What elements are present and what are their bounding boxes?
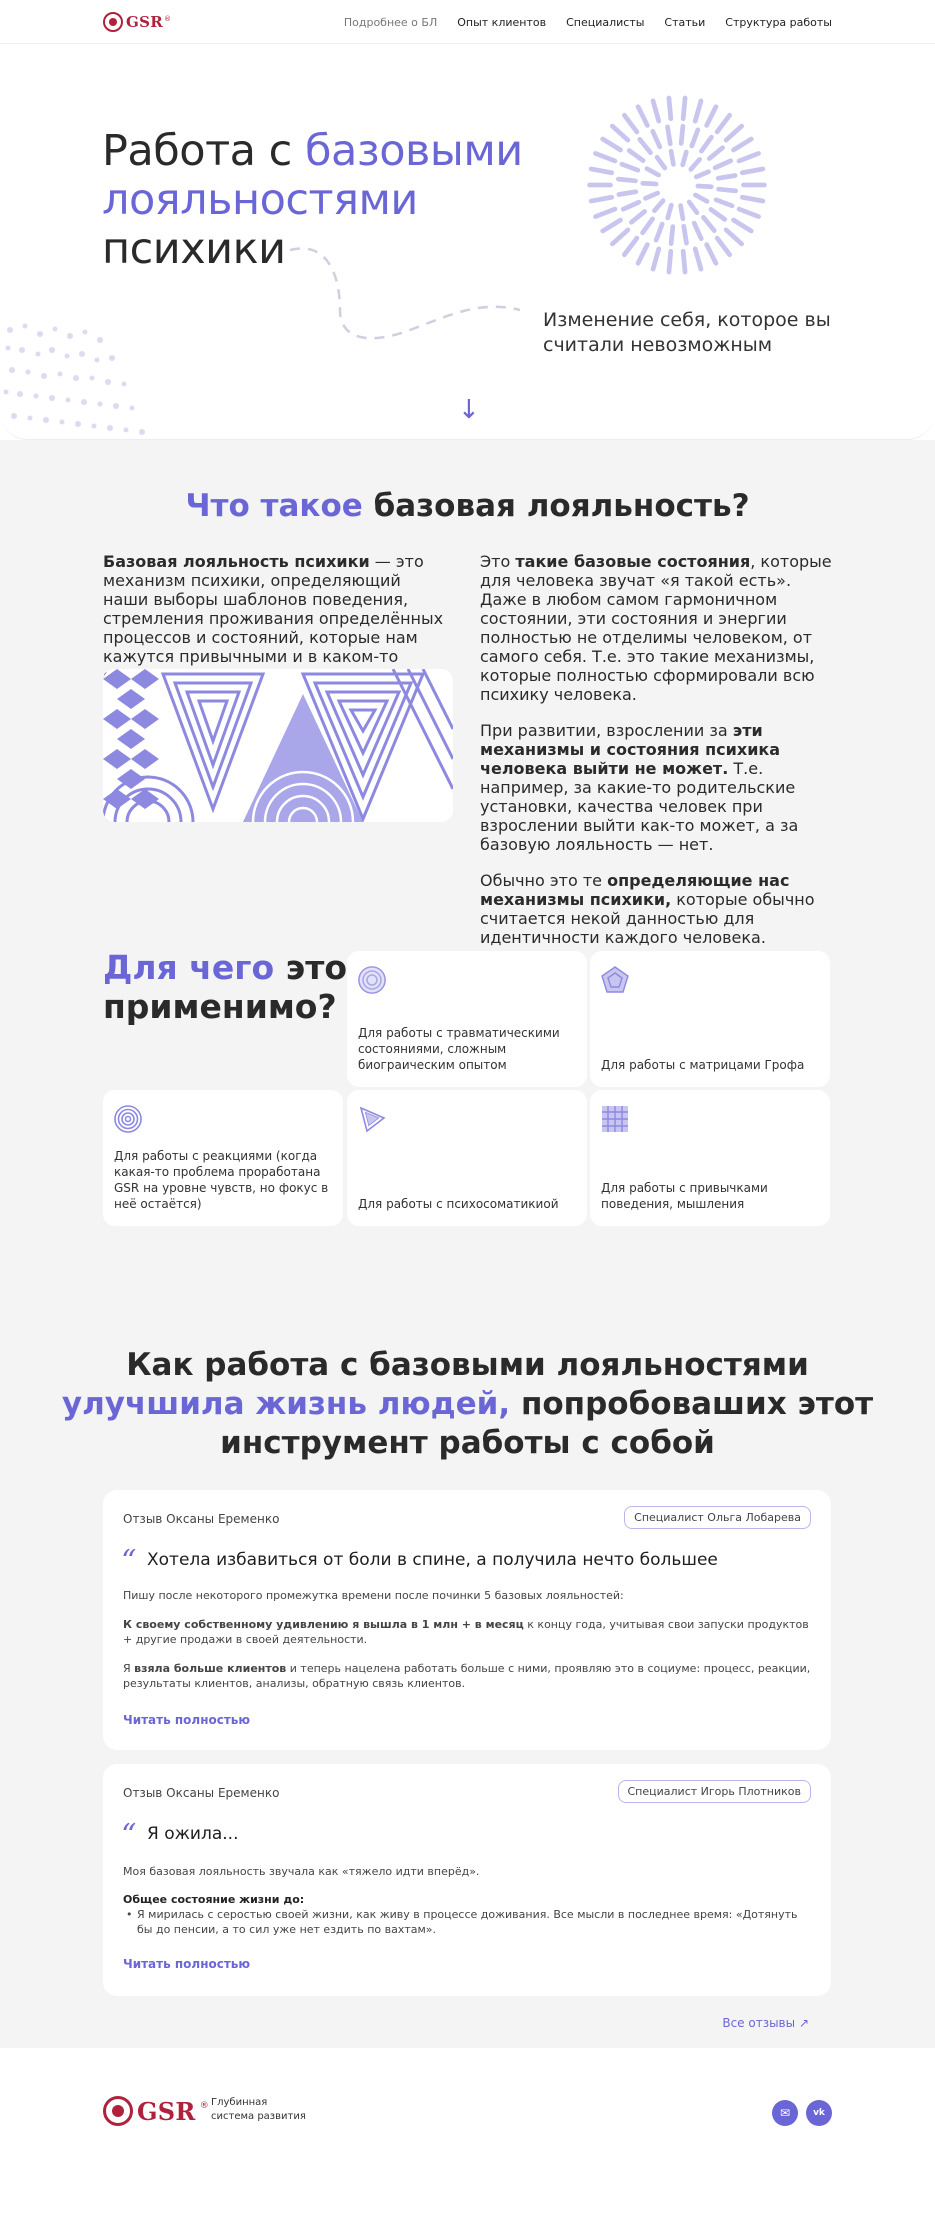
sun-ray <box>692 130 698 146</box>
logo-emblem-icon <box>103 12 123 32</box>
sun-ray <box>711 209 725 219</box>
sun-ray <box>657 157 665 168</box>
what-is-paragraph-2: При развитии, взрослении за эти механизмы и состояния психика человека выйти не может. Т.е. например, за какие-то родительские установки, качества человек при взрослении выйти как-то может, а за базовую лояльность — нет. <box>480 721 799 854</box>
sun-ray <box>739 153 758 161</box>
sun-ray <box>681 206 683 219</box>
sun-ray <box>643 219 653 233</box>
review-headline: Хотела избавиться от боли в спине, а получила нечто большее <box>147 1550 718 1570</box>
sun-ray <box>629 151 643 161</box>
review-author: Отзыв Оксаны Еременко <box>123 1512 280 1526</box>
sun-ray <box>647 169 659 175</box>
sun-ray <box>742 197 763 201</box>
sun-ray <box>683 152 687 165</box>
sun-ray <box>718 176 735 179</box>
sun-ray <box>643 183 656 184</box>
usage-card[interactable]: Для работы с реакциями (когда какая-то проблема проработана GSR на уровне чувств, но фокус в неё остаётся) <box>103 1090 343 1226</box>
logo[interactable] <box>103 12 171 32</box>
sun-ray <box>624 115 637 132</box>
sun-ray <box>668 205 672 218</box>
hero-subtitle: Изменение себя, которое вы считали невозможным <box>543 309 831 356</box>
sun-ray <box>624 238 637 255</box>
sun-ray <box>669 251 671 272</box>
what-is-details <box>480 552 832 964</box>
sun-ray <box>653 131 660 147</box>
review-subheading: Общее состояние жизни до: <box>123 1893 305 1906</box>
nav-item-structure[interactable]: Структура работы <box>725 16 832 29</box>
sun-ray <box>695 195 707 201</box>
sun-ray <box>734 220 752 231</box>
sun-ray <box>631 212 644 223</box>
pattern-illustration <box>103 669 453 822</box>
sun-ray <box>707 107 716 126</box>
concentric-circle-icon <box>357 965 387 995</box>
sun-ray <box>622 164 638 170</box>
sun-ray <box>716 200 732 206</box>
usage-card[interactable]: Для работы с травматическими состояниями, сложным биограическим опытом <box>347 951 587 1087</box>
sun-ray <box>683 251 685 272</box>
review-headline: Я ожила... <box>147 1824 239 1844</box>
sun-ray <box>668 127 671 144</box>
main-nav <box>344 16 832 29</box>
sun-ray <box>691 159 700 169</box>
sun-ray <box>715 161 731 168</box>
nav-item-experience[interactable]: Опыт клиентов <box>457 16 547 29</box>
sun-ray <box>684 226 687 243</box>
footer-tagline: Глубинная система развития <box>211 2097 306 2122</box>
sun-ray <box>701 137 711 151</box>
footer-logo[interactable] <box>103 2096 209 2126</box>
triangle-spiral-icon <box>357 1104 387 1134</box>
review-paragraph: Моя базовая лояльность звучала как «тяжело идти вперёд». <box>123 1865 480 1878</box>
review-author: Отзыв Оксаны Еременко <box>123 1786 280 1800</box>
sun-ray <box>695 101 701 121</box>
sun-ray <box>734 139 752 150</box>
sun-ray <box>717 115 730 132</box>
sun-ray <box>719 189 736 191</box>
hero-section <box>0 0 935 440</box>
sun-ray <box>726 230 741 244</box>
footer <box>0 2048 935 2214</box>
sun-ray <box>603 139 621 150</box>
sun-ray <box>696 172 708 177</box>
sun-ray <box>638 245 647 264</box>
usage-card[interactable]: Для работы с психосоматикиой <box>347 1090 587 1226</box>
what-is-definition: Базовая лояльность психики — это механизм психики, определяющий наши выборы шаблонов поведения, стремления проживания определённых процессов и состояний, которые нам кажутся привычными и в каком-то <box>103 552 444 666</box>
review-paragraph: Я взяла больше клиентов и теперь нацелена работать больше с ними, проявляю это в социуме: процесс, реакции, результаты клиентов, анализы, обратную связь клиентов. <box>123 1662 811 1690</box>
sun-ray <box>640 139 651 152</box>
reviews-title: Как работа с базовыми лояльностями улучшила жизнь людей, попробоваших этот инструмент работы с собой <box>61 1347 874 1461</box>
sun-ray <box>681 126 683 143</box>
logo-reg: ® <box>164 15 172 23</box>
sun-ray <box>653 249 659 269</box>
radial-lines-decoration-icon <box>582 90 772 280</box>
review-card <box>103 1490 831 1750</box>
specialist-badge[interactable]: Специалист Ольга Лобарева <box>624 1506 811 1529</box>
sun-ray <box>603 220 621 231</box>
sun-ray <box>689 202 697 213</box>
quote-icon: “ <box>121 1544 137 1579</box>
vk-icon[interactable]: vk <box>806 2100 832 2126</box>
what-is-paragraph-3: Обычно это те определяющие нас механизмы психики, которые обычно считается некой данностью для идентичности каждого человека. <box>480 871 815 947</box>
dots-decoration-icon <box>0 320 160 440</box>
pentagon-spiral-icon <box>600 965 630 995</box>
square-pattern-icon <box>600 1104 630 1134</box>
sun-ray <box>645 193 657 198</box>
arrow-up-right-icon: ↗ <box>798 2016 809 2030</box>
sun-ray <box>671 151 673 164</box>
usage-title: Для чего это применимо? <box>103 948 348 1026</box>
specialist-badge[interactable]: Специалист Игорь Плотников <box>618 1780 812 1803</box>
usage-card[interactable]: Для работы с привычками поведения, мышления <box>590 1090 830 1226</box>
review-paragraph: Пишу после некоторого промежутка времени после починки 5 базовых лояльностей: <box>123 1589 624 1602</box>
logo-text: GSR <box>126 13 164 31</box>
nav-item-specialists[interactable]: Специалисты <box>566 16 645 29</box>
mail-icon[interactable]: ✉ <box>772 2100 798 2126</box>
nav-item-articles[interactable]: Статьи <box>664 16 706 29</box>
sun-ray <box>591 197 612 201</box>
sun-ray <box>654 201 663 211</box>
usage-card[interactable]: Для работы с матрицами Грофа <box>590 951 830 1087</box>
sun-ray <box>671 227 673 244</box>
sun-ray <box>623 202 639 209</box>
sun-ray <box>591 169 612 173</box>
sun-ray <box>612 126 627 140</box>
arrow-down-icon[interactable]: ↓ <box>458 395 480 425</box>
footer-logo-text: GSR <box>137 2096 196 2126</box>
sun-ray <box>709 148 722 159</box>
sun-ray <box>619 192 636 195</box>
sun-ray <box>704 217 715 230</box>
sun-ray <box>656 224 662 240</box>
sun-ray <box>612 230 627 244</box>
review-bullet: • Я мирилась с серостью своей жизни, как живу в процессе доживания. Все мысли в последнее время: «Дотянуть бы до пенсии, а то сил уже нет ездить по вахтам». <box>126 1908 798 1936</box>
sun-ray <box>717 238 730 255</box>
header <box>0 0 935 44</box>
sun-ray <box>698 186 711 187</box>
sun-ray <box>595 209 614 217</box>
sun-ray <box>669 98 671 119</box>
sun-ray <box>707 245 716 264</box>
what-is-paragraph-1: Это такие базовые состояния, которые для человека звучат «я такой есть». Даже в любом самом гармоничном состоянии, эти состояния и энергии полностью не отделимы человеком, от самого себя. Т.е. это такие механизмы, которые полностью сформировали всю психику человека. <box>480 552 832 704</box>
sun-ray <box>653 101 659 121</box>
sun-ray <box>695 249 701 269</box>
logo-emblem-icon <box>103 2096 133 2126</box>
read-more-link[interactable]: Читать полностью <box>123 1713 251 1727</box>
sun-ray <box>595 153 614 161</box>
circle-spiral-icon <box>113 1104 143 1134</box>
sun-ray <box>618 179 635 181</box>
nav-item-about[interactable]: Подробнее о БЛ <box>343 16 438 29</box>
review-card <box>103 1764 831 1996</box>
sun-ray <box>726 126 741 140</box>
review-paragraph: К своему собственному удивлению я вышла в 1 млн + в месяц к концу года, учитывая свои запуски продуктов + другие продажи в своей деятельности. <box>123 1618 809 1646</box>
logo-reg: ® <box>199 2101 209 2111</box>
page-title: Работа с базовыми лояльностями психики <box>102 126 523 274</box>
sun-ray <box>742 169 763 173</box>
what-is-title: Что такое базовая лояльность? <box>185 488 750 524</box>
all-reviews-link[interactable]: Все отзывы ↗ <box>722 2016 809 2030</box>
sun-ray <box>739 209 758 217</box>
sun-ray <box>683 98 685 119</box>
sun-ray <box>694 223 701 239</box>
sun-ray <box>638 107 647 126</box>
quote-icon: “ <box>121 1818 137 1853</box>
read-more-link[interactable]: Читать полностью <box>123 1957 251 1971</box>
